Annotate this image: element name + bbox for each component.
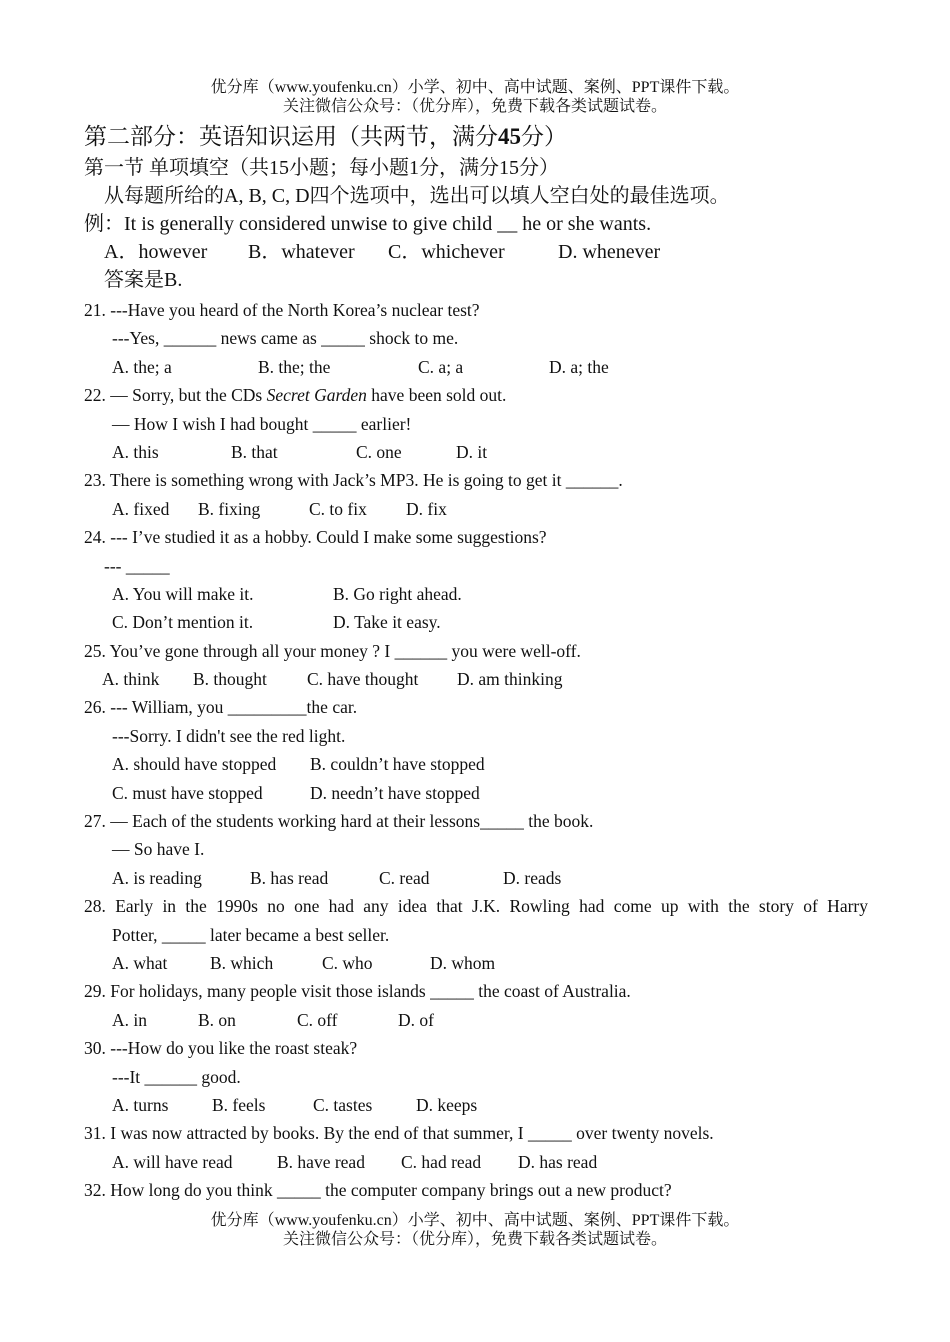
q28-option-a: A. what <box>112 952 168 973</box>
q28-options <box>84 949 868 977</box>
q25-option-d: D. am thinking <box>457 669 563 690</box>
q22-stem <box>84 381 868 409</box>
q28-option-d: D. whom <box>430 952 496 973</box>
q29-option-d: D. of <box>398 1009 434 1030</box>
q27-option-d: D. reads <box>503 867 562 888</box>
q30-stem: 30. ---How do you like the roast steak? <box>84 1038 358 1059</box>
q22-option-a: A. this <box>112 441 159 462</box>
q23-option-c: C. to fix <box>309 498 367 519</box>
q28-line2: Potter, _____ later became a best seller. <box>112 924 390 945</box>
example-answer: 答案是B. <box>104 269 183 291</box>
q22-line2: — How I wish I had bought _____ earlier! <box>112 413 412 434</box>
q26-option-b: B. couldn’t have stopped <box>310 754 485 775</box>
q24-options-row1 <box>84 580 868 608</box>
q31-option-c: C. had read <box>401 1151 482 1172</box>
q26-line2: ---Sorry. I didn't see the red light. <box>112 725 346 746</box>
q31-option-b: B. have read <box>277 1151 365 1172</box>
q26-options-row2 <box>84 779 868 807</box>
page-footer <box>0 1211 950 1249</box>
part-title-suffix: 分） <box>521 124 567 149</box>
q32-stem: 32. How long do you think _____ the computer company brings out a new product? <box>84 1180 672 1201</box>
q29-option-b: B. on <box>198 1009 236 1030</box>
q22-stem-title: Secret Garden <box>266 385 367 406</box>
q24-stem: 24. --- I’ve studied it as a hobby. Could I make some suggestions? <box>84 527 547 548</box>
q23-option-d: D. fix <box>406 498 447 519</box>
q29-options <box>84 1006 868 1034</box>
q29-stem: 29. For holidays, many people visit those islands _____ the coast of Australia. <box>84 981 631 1002</box>
q30-option-b: B. feels <box>212 1094 266 1115</box>
q30-line2: ---It ______ good. <box>112 1066 241 1087</box>
q21-option-c: C. a; a <box>418 356 464 377</box>
q26-options-row1 <box>84 750 868 778</box>
q29-option-c: C. off <box>297 1009 338 1030</box>
q21-option-b: B. the; the <box>258 356 331 377</box>
example-option-d: D. whenever <box>558 241 661 263</box>
part-title-prefix: 第二部分：英语知识运用（共两节，满分 <box>84 124 498 149</box>
example-stem: 例：It is generally considered unwise to give child __ he or she wants. <box>84 213 652 235</box>
q30-options <box>84 1091 868 1119</box>
q22-option-c: C. one <box>356 441 402 462</box>
q23-option-a: A. fixed <box>112 498 170 519</box>
q29-option-a: A. in <box>112 1009 147 1030</box>
q31-stem: 31. I was now attracted by books. By the end of that summer, I _____ over twenty novels. <box>84 1123 714 1144</box>
q24-options-row2 <box>84 608 868 636</box>
q21-option-a: A. the; a <box>112 356 172 377</box>
q22-options <box>84 438 868 466</box>
part-title-score: 45 <box>498 124 521 149</box>
q27-option-b: B. has read <box>250 867 329 888</box>
q23-options <box>84 495 868 523</box>
q26-stem: 26. --- William, you _________the car. <box>84 697 358 718</box>
example-option-b: B．whatever <box>248 241 355 263</box>
q25-options <box>84 665 868 693</box>
q27-option-a: A. is reading <box>112 867 202 888</box>
q26-option-d: D. needn’t have stopped <box>310 782 480 803</box>
q22-stem-a: 22. — Sorry, but the CDs <box>84 385 267 406</box>
instruction: 从每题所给的A, B, C, D四个选项中，选出可以填人空白处的最佳选项。 <box>104 185 730 207</box>
q28-option-b: B. which <box>210 952 274 973</box>
q31-options <box>84 1148 868 1176</box>
page-header <box>0 78 950 116</box>
q23-stem: 23. There is something wrong with Jack’s MP3. He is going to get it ______. <box>84 470 623 491</box>
q30-option-d: D. keeps <box>416 1094 478 1115</box>
q31-option-a: A. will have read <box>112 1151 233 1172</box>
q28-stem: 28. Early in the 1990s no one had any idea that J.K. Rowling had come up with the story of Harry <box>84 896 868 917</box>
q27-options <box>84 864 868 892</box>
q26-option-c: C. must have stopped <box>112 782 263 803</box>
q24-option-a: A. You will make it. <box>112 583 254 604</box>
footer-line-1: 优分库（www.youfenku.cn）小学、初中、高中试题、案例、PPT课件下载。 <box>210 1212 740 1229</box>
q22-stem-b: have been sold out. <box>366 385 507 406</box>
example-options <box>84 238 868 266</box>
q21-options <box>84 353 868 381</box>
header-line-2: 关注微信公众号：（优分库），免费下载各类试题试卷。 <box>282 98 667 115</box>
q24-line2: --- _____ <box>104 555 170 576</box>
part-title <box>84 120 868 154</box>
q23-option-b: B. fixing <box>198 498 261 519</box>
q24-option-d: D. Take it easy. <box>333 612 441 633</box>
q22-option-d: D. it <box>456 441 488 462</box>
q25-option-b: B. thought <box>193 669 267 690</box>
q24-option-c: C. Don’t mention it. <box>112 612 254 633</box>
exam-content <box>84 120 868 1205</box>
q31-option-d: D. has read <box>518 1151 598 1172</box>
q26-option-a: A. should have stopped <box>112 754 277 775</box>
q25-option-c: C. have thought <box>307 669 419 690</box>
q30-option-c: C. tastes <box>313 1094 373 1115</box>
q25-stem: 25. You’ve gone through all your money ? I ______ you were well-off. <box>84 640 581 661</box>
q25-option-a: A. think <box>102 669 160 690</box>
q21-option-d: D. a; the <box>549 356 609 377</box>
footer-line-2: 关注微信公众号：（优分库），免费下载各类试题试卷。 <box>282 1231 667 1248</box>
q28-option-c: C. who <box>322 952 373 973</box>
header-line-1: 优分库（www.youfenku.cn）小学、初中、高中试题、案例、PPT课件下载。 <box>210 79 740 96</box>
q27-line2: — So have I. <box>112 839 205 860</box>
q30-option-a: A. turns <box>112 1094 169 1115</box>
q22-option-b: B. that <box>231 441 278 462</box>
q27-option-c: C. read <box>379 867 430 888</box>
q21-line2: ---Yes, ______ news came as _____ shock to me. <box>112 328 459 349</box>
example-option-a: A．however <box>104 241 208 263</box>
q21-stem: 21. ---Have you heard of the North Korea’s nuclear test? <box>84 300 480 320</box>
q27-stem: 27. — Each of the students working hard at their lessons_____ the book. <box>84 811 594 832</box>
example-option-c: C．whichever <box>388 241 505 263</box>
section-title: 第一节 单项填空（共15小题；每小题1分，满分15分） <box>84 157 559 179</box>
q24-option-b: B. Go right ahead. <box>333 583 462 604</box>
